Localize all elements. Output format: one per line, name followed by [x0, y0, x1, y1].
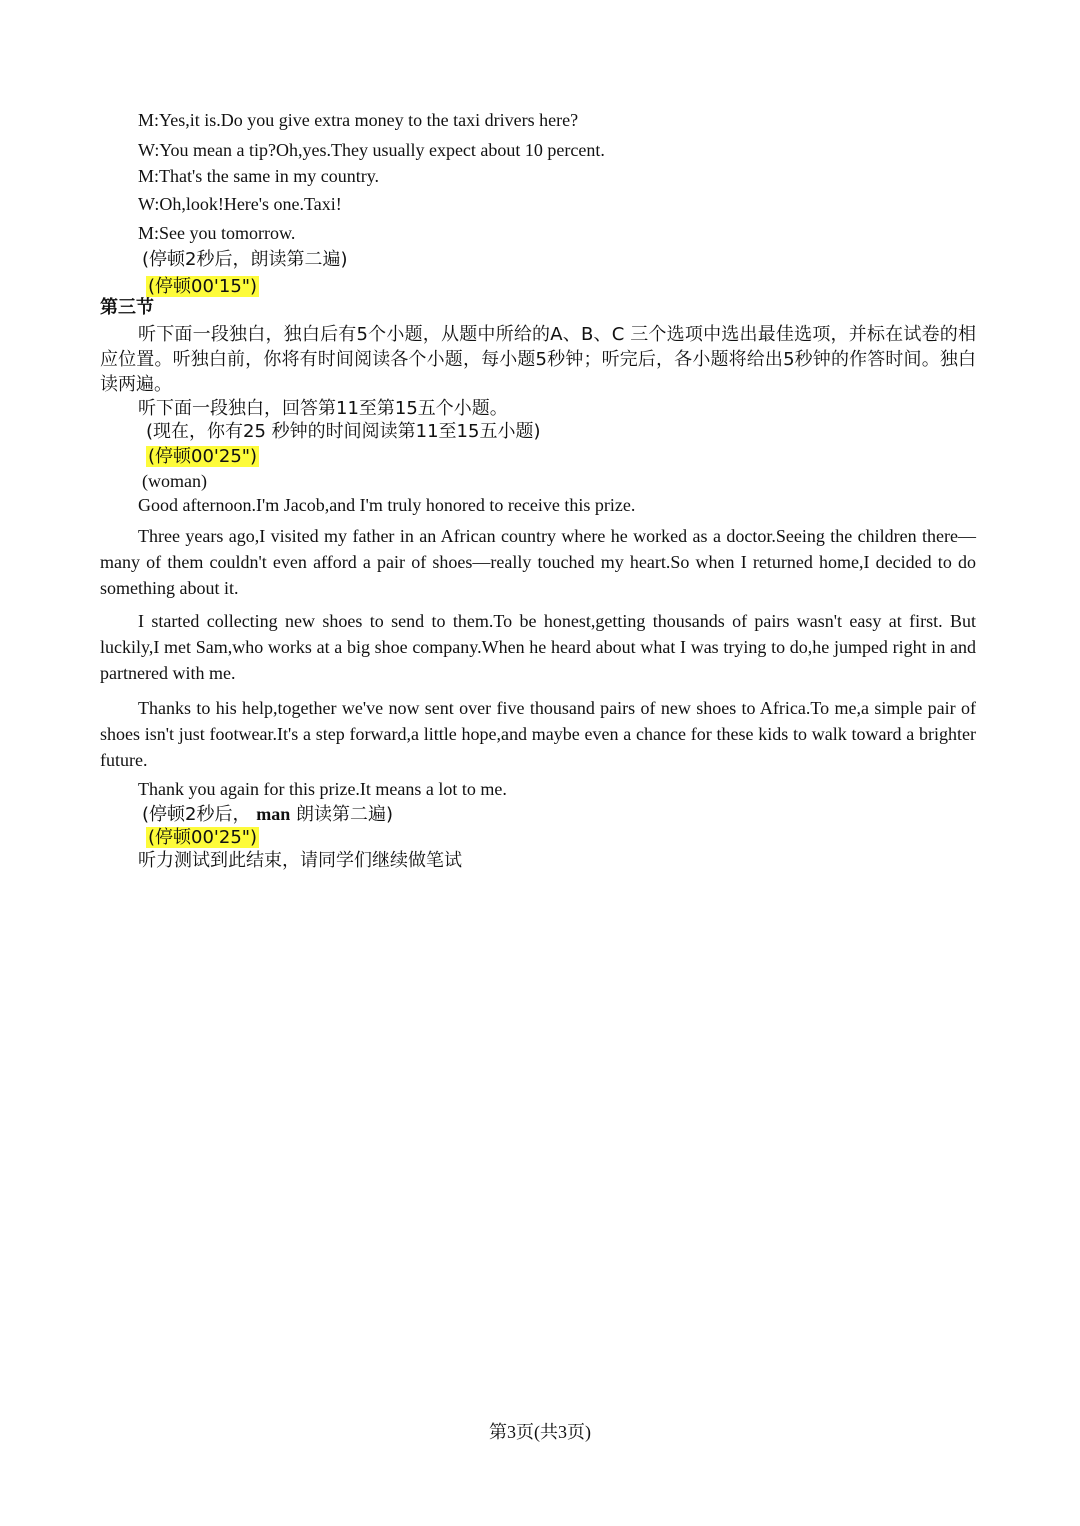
monologue-paragraph-1: Good afternoon.I'm Jacob,and I'm truly honored to receive this prize. [138, 495, 636, 515]
section-heading: 第三节 [100, 297, 154, 318]
pause-man-read-again [142, 803, 393, 826]
pause-25-highlight-a: (停顿00'25") [148, 446, 258, 467]
pause-25-marker-b [146, 827, 259, 849]
section-prompt: 听下面一段独白，回答第11至第15五个小题。 [138, 398, 508, 419]
pause-man-speaker: man [256, 804, 291, 824]
pause-15-marker [146, 276, 259, 298]
pause-25-marker-a [146, 446, 259, 468]
dialogue-line-1: M:Yes,it is.Do you give extra money to the taxi drivers here? [138, 110, 579, 130]
pause-15-highlight: (停顿00'15") [148, 276, 258, 297]
page-footer: 第3页(共3页) [489, 1422, 591, 1442]
monologue-paragraph-2: Three years ago,I visited my father in an African country where he worked as a doctor.Seeing the children there—many of them couldn't even afford a pair of shoes—really touched my heart.So when I returned home,I decided to do something about it. [100, 526, 976, 598]
dialogue-line-2: W:You mean a tip?Oh,yes.They usually expect about 10 percent. [138, 140, 605, 160]
pause-man-close: 朗读第二遍) [295, 804, 393, 825]
pause-25-highlight-b: (停顿00'25") [148, 827, 258, 848]
dialogue-line-5: M:See you tomorrow. [138, 223, 296, 243]
monologue-paragraph-3: I started collecting new shoes to send to them.To be honest,getting thousands of pairs wasn't easy at first. But luckily,I met Sam,who works at a big shoe company.When he heard about what I was trying to do,he jumped right in and partnered with me. [100, 611, 976, 683]
dialogue-line-4: W:Oh,look!Here's one.Taxi! [138, 194, 342, 214]
pause-read-again: (停顿2秒后，朗读第二遍) [142, 249, 348, 270]
speaker-label: (woman) [142, 471, 207, 491]
end-note: 听力测试到此结束，请同学们继续做笔试 [138, 850, 462, 871]
monologue-paragraph-4: Thanks to his help,together we've now sent over five thousand pairs of new shoes to Africa.To me,a simple pair of shoes isn't just footwear.It's a step forward,a little hope,and maybe even a chance for these kids to walk toward a brighter future. [100, 698, 976, 770]
pause-man-open: (停顿2秒后， [142, 804, 251, 825]
reading-time-note: (现在，你有25 秒钟的时间阅读第11至15五小题) [146, 421, 541, 442]
dialogue-line-3: M:That's the same in my country. [138, 166, 380, 186]
section-instructions: 听下面一段独白，独白后有5个小题，从题中所给的A、B、C 三个选项中选出最佳选项，并标在试卷的相应位置。听独白前，你将有时间阅读各个小题，每小题5秒钟；听完后，各小题将给出5秒钟的作答时间。独白读两遍。 [100, 324, 976, 395]
monologue-paragraph-5: Thank you again for this prize.It means a lot to me. [138, 779, 507, 799]
